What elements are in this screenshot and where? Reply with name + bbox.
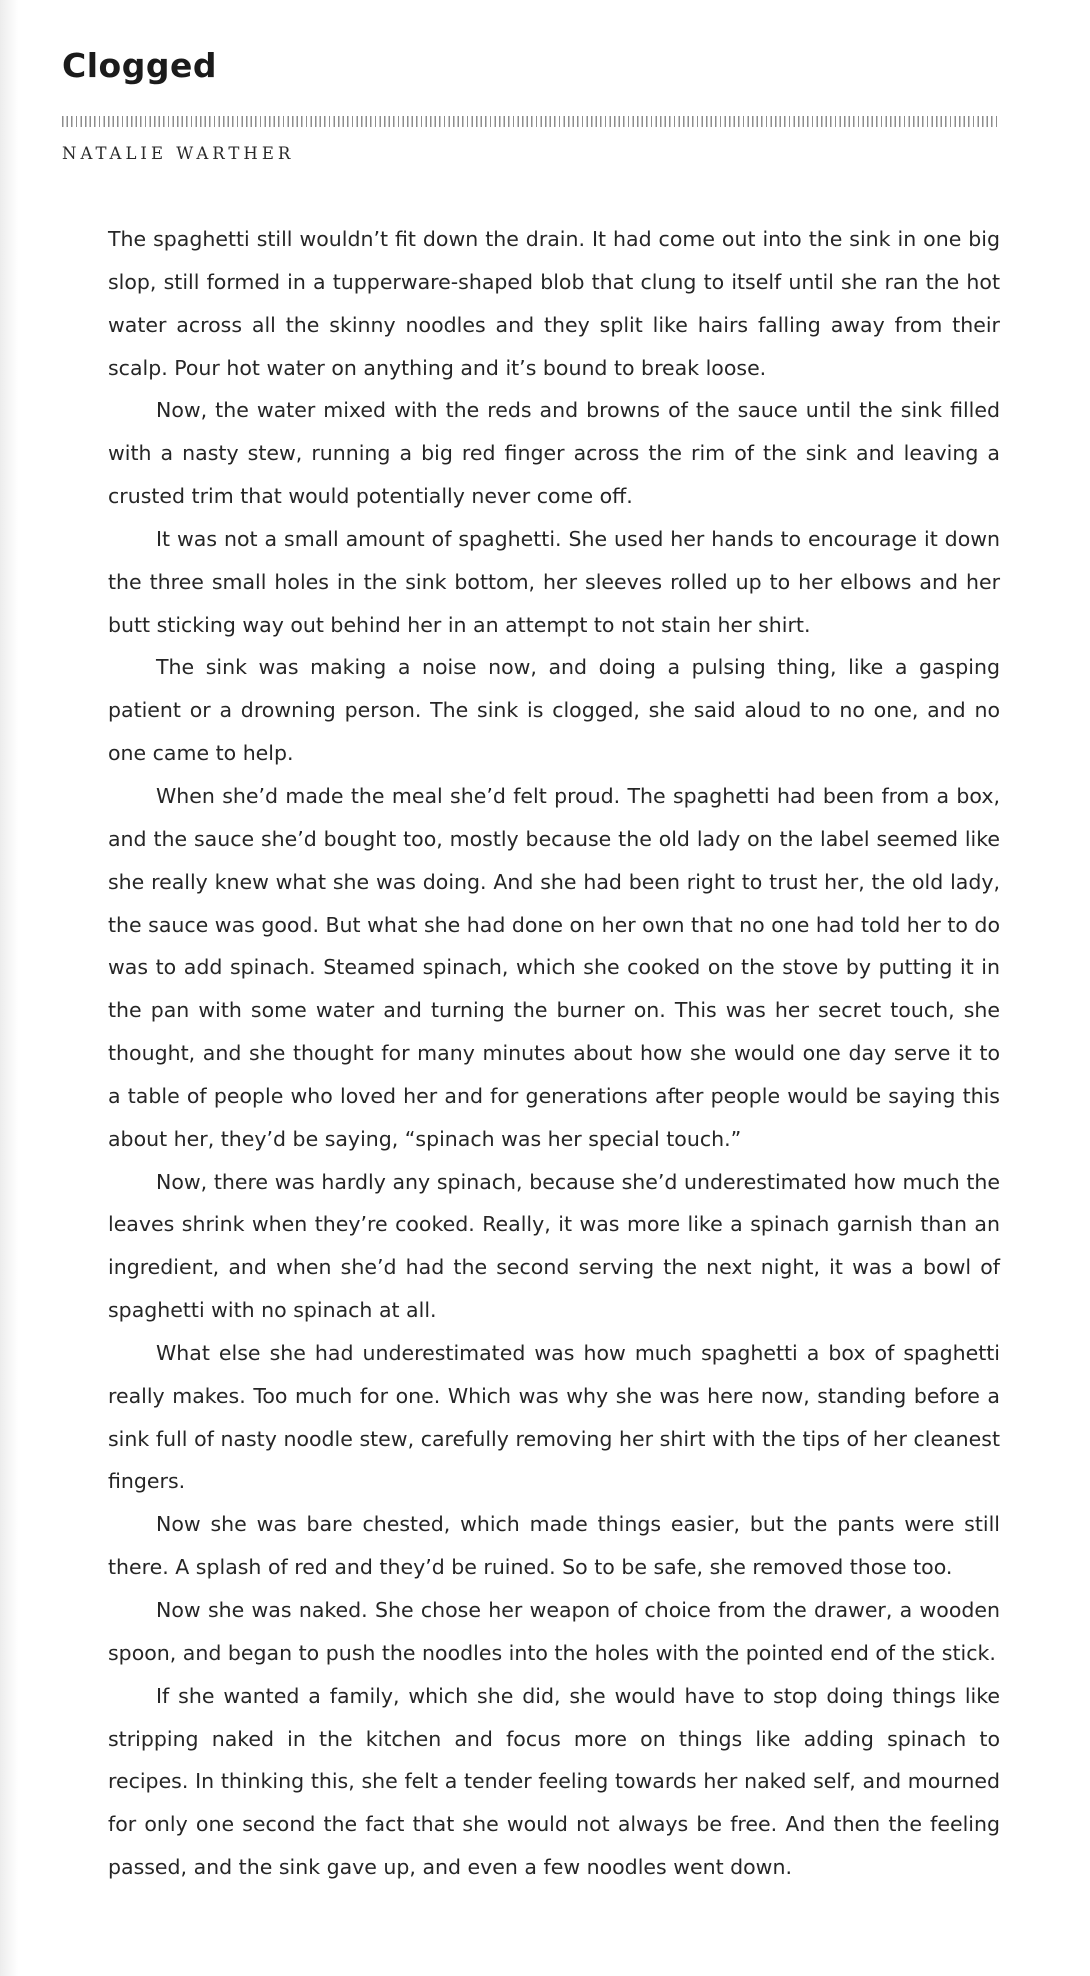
title-divider xyxy=(62,116,1000,127)
page-edge-shadow xyxy=(0,0,18,1976)
paragraph: Now, the water mixed with the reds and browns of the sauce until the sink filled with a nasty stew, running a big red finger across the rim of the sink and leaving a crusted trim that would potentially never come off. xyxy=(108,398,1000,509)
story-header xyxy=(62,40,1000,165)
story-title: Clogged xyxy=(62,46,217,85)
paragraph: It was not a small amount of spaghetti. She used her hands to encourage it down the three small holes in the sink bottom, her sleeves rolled up to her elbows and her butt sticking way out behind her in an attempt to not stain her shirt. xyxy=(108,526,1000,637)
paragraph: Now she was bare chested, which made things easier, but the pants were still there. A splash of red and they’d be ruined. So to be safe, she removed those too. xyxy=(108,1512,1000,1580)
paragraph: What else she had underestimated was how much spaghetti a box of spaghetti really makes. Too much for one. Which was why she was here now, standing before a sink full of nasty noodle stew, carefully removing her shirt with the tips of her cleanest fingers. xyxy=(108,1340,1000,1494)
paragraph: Now she was naked. She chose her weapon of choice from the drawer, a wooden spoon, and began to push the noodles into the holes with the pointed end of the stick. xyxy=(108,1598,1000,1665)
paragraph: When she’d made the meal she’d felt proud. The spaghetti had been from a box, and the sauce she’d bought too, mostly because the old lady on the label seemed like she really knew what she was doing. And she had been right to trust her, the old lady, the sauce was good. But what she had done on her own that no one had told her to do was to add spinach. Steamed spinach, which she cooked on the stove by putting it in the pan with some water and turning the burner on. This was her secret touch, she thought, and she thought for many minutes about how she would one day serve it to a table of people who loved her and for generations after people would be saying this about her, they’d be saying, “spinach was her special touch.” xyxy=(108,783,1000,1151)
author-name: NATALIE WARTHER xyxy=(62,144,295,163)
paragraph: The spaghetti still wouldn’t fit down the drain. It had come out into the sink in one big slop, still formed in a tupperware-shaped blob that clung to itself until she ran the hot water across all the skinny noodles and they split like hairs falling away from their scalp. Pour hot water on anything and it’s bound to break loose. xyxy=(108,227,1000,380)
paragraph: If she wanted a family, which she did, she would have to stop doing things like stripping naked in the kitchen and focus more on things like adding spinach to recipes. In thinking this, she felt a tender feeling towards her naked self, and mourned for only one second the fact that she would not always be free. And then the feeling passed, and the sink gave up, and even a few noodles went down. xyxy=(108,1683,1000,1880)
story-body xyxy=(108,218,1000,1889)
paragraph: The sink was making a noise now, and doing a pulsing thing, like a gasping patient or a drowning person. The sink is clogged, she said aloud to no one, and no one came to help. xyxy=(108,655,1000,766)
paragraph: Now, there was hardly any spinach, because she’d underestimated how much the leaves shrink when they’re cooked. Really, it was more like a spinach garnish than an ingredient, and when she’d had the second serving the next night, it was a bowl of spaghetti with no spinach at all. xyxy=(108,1169,1000,1323)
